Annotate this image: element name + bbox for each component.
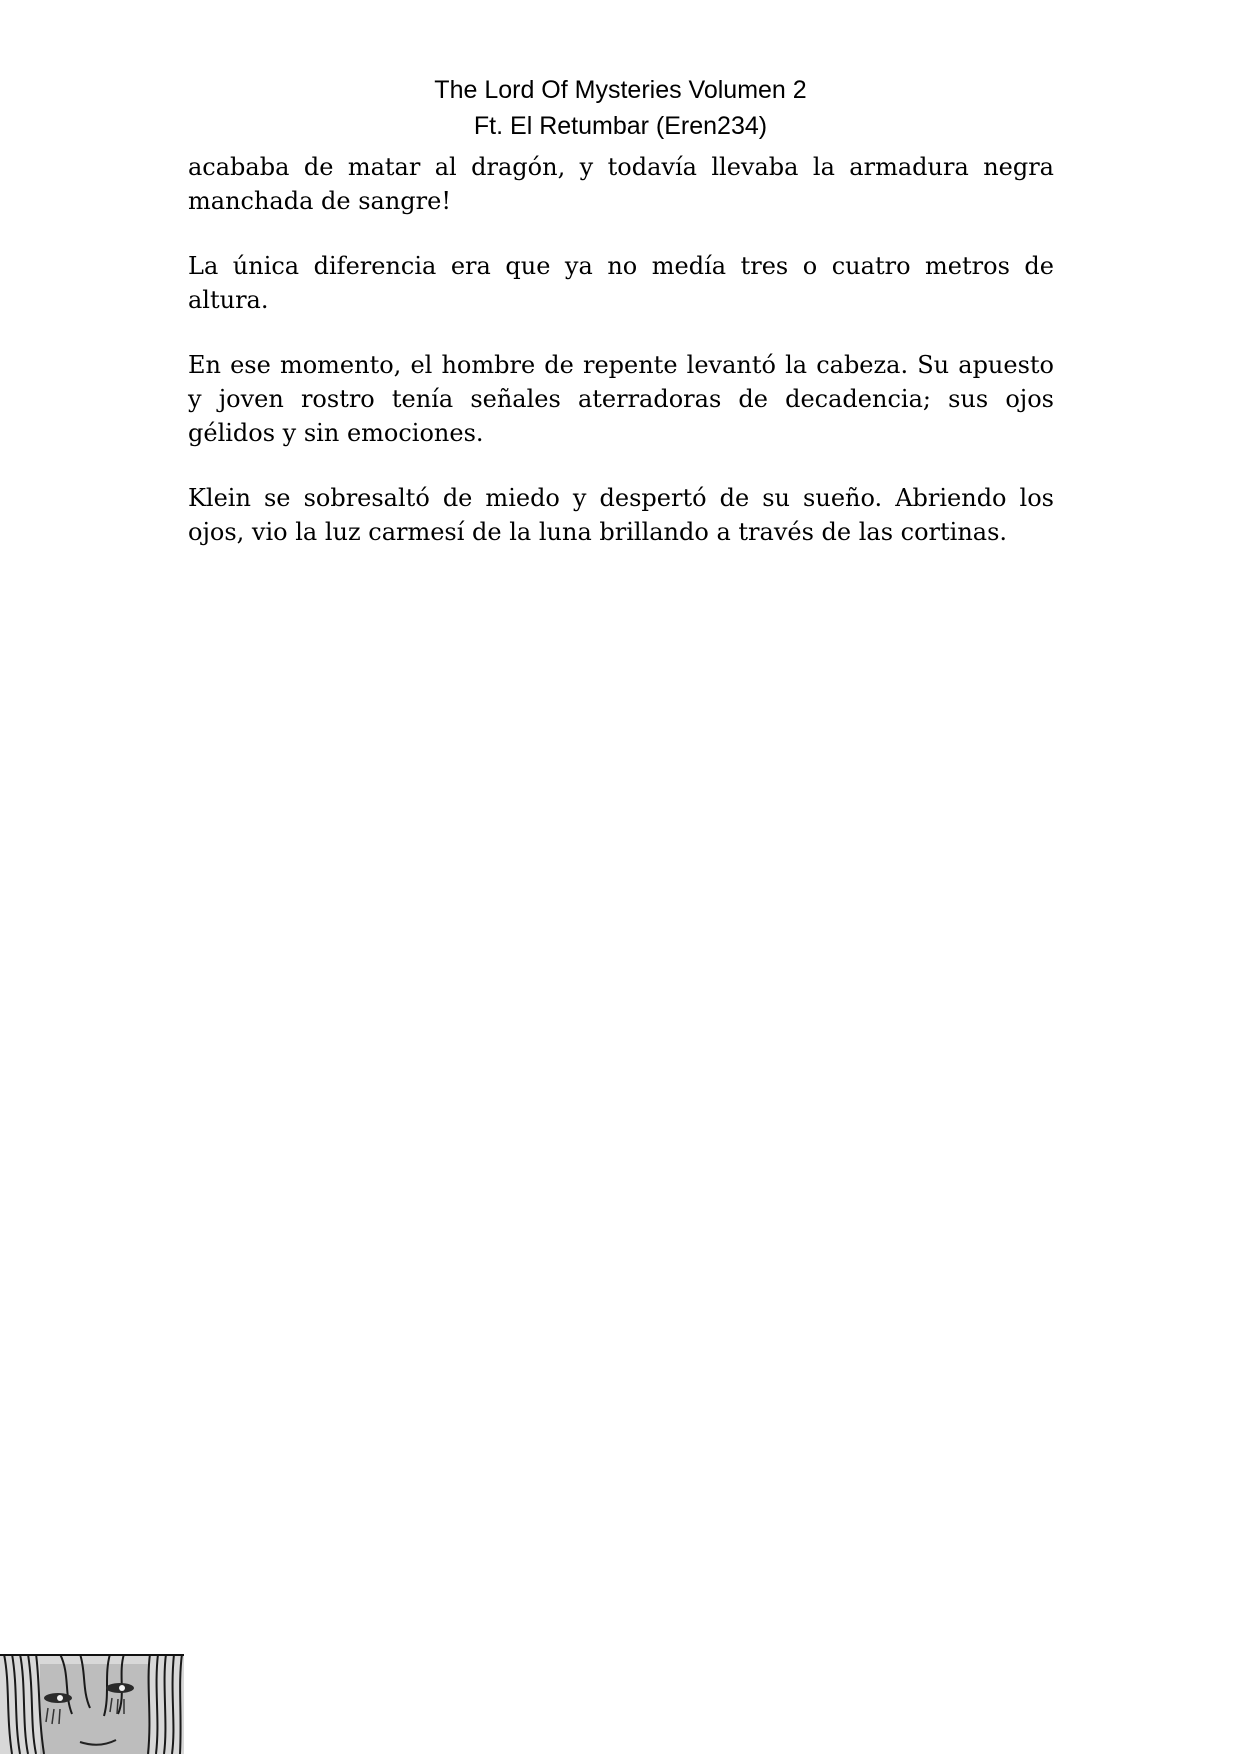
paragraph: acababa de matar al dragón, y todavía llevaba la armadura negra manchada de sangre! [188,153,1054,215]
paragraph: Klein se sobresaltó de miedo y despertó de su sueño. Abriendo los ojos, vio la luz carmesí de la luna brillando a través de las cortinas. [188,484,1054,546]
page-header [0,72,1241,144]
header-title: The Lord Of Mysteries Volumen 2 [434,76,807,104]
header-subtitle: Ft. El Retumbar (Eren234) [473,112,768,140]
body-text [188,150,1054,580]
paragraph: La única diferencia era que ya no medía tres o cuatro metros de altura. [188,252,1054,314]
manga-face-illustration-icon [0,1654,184,1754]
paragraph: En ese momento, el hombre de repente levantó la cabeza. Su apuesto y joven rostro tenía señales aterradoras de decadencia; sus ojos gélidos y sin emociones. [188,351,1054,447]
